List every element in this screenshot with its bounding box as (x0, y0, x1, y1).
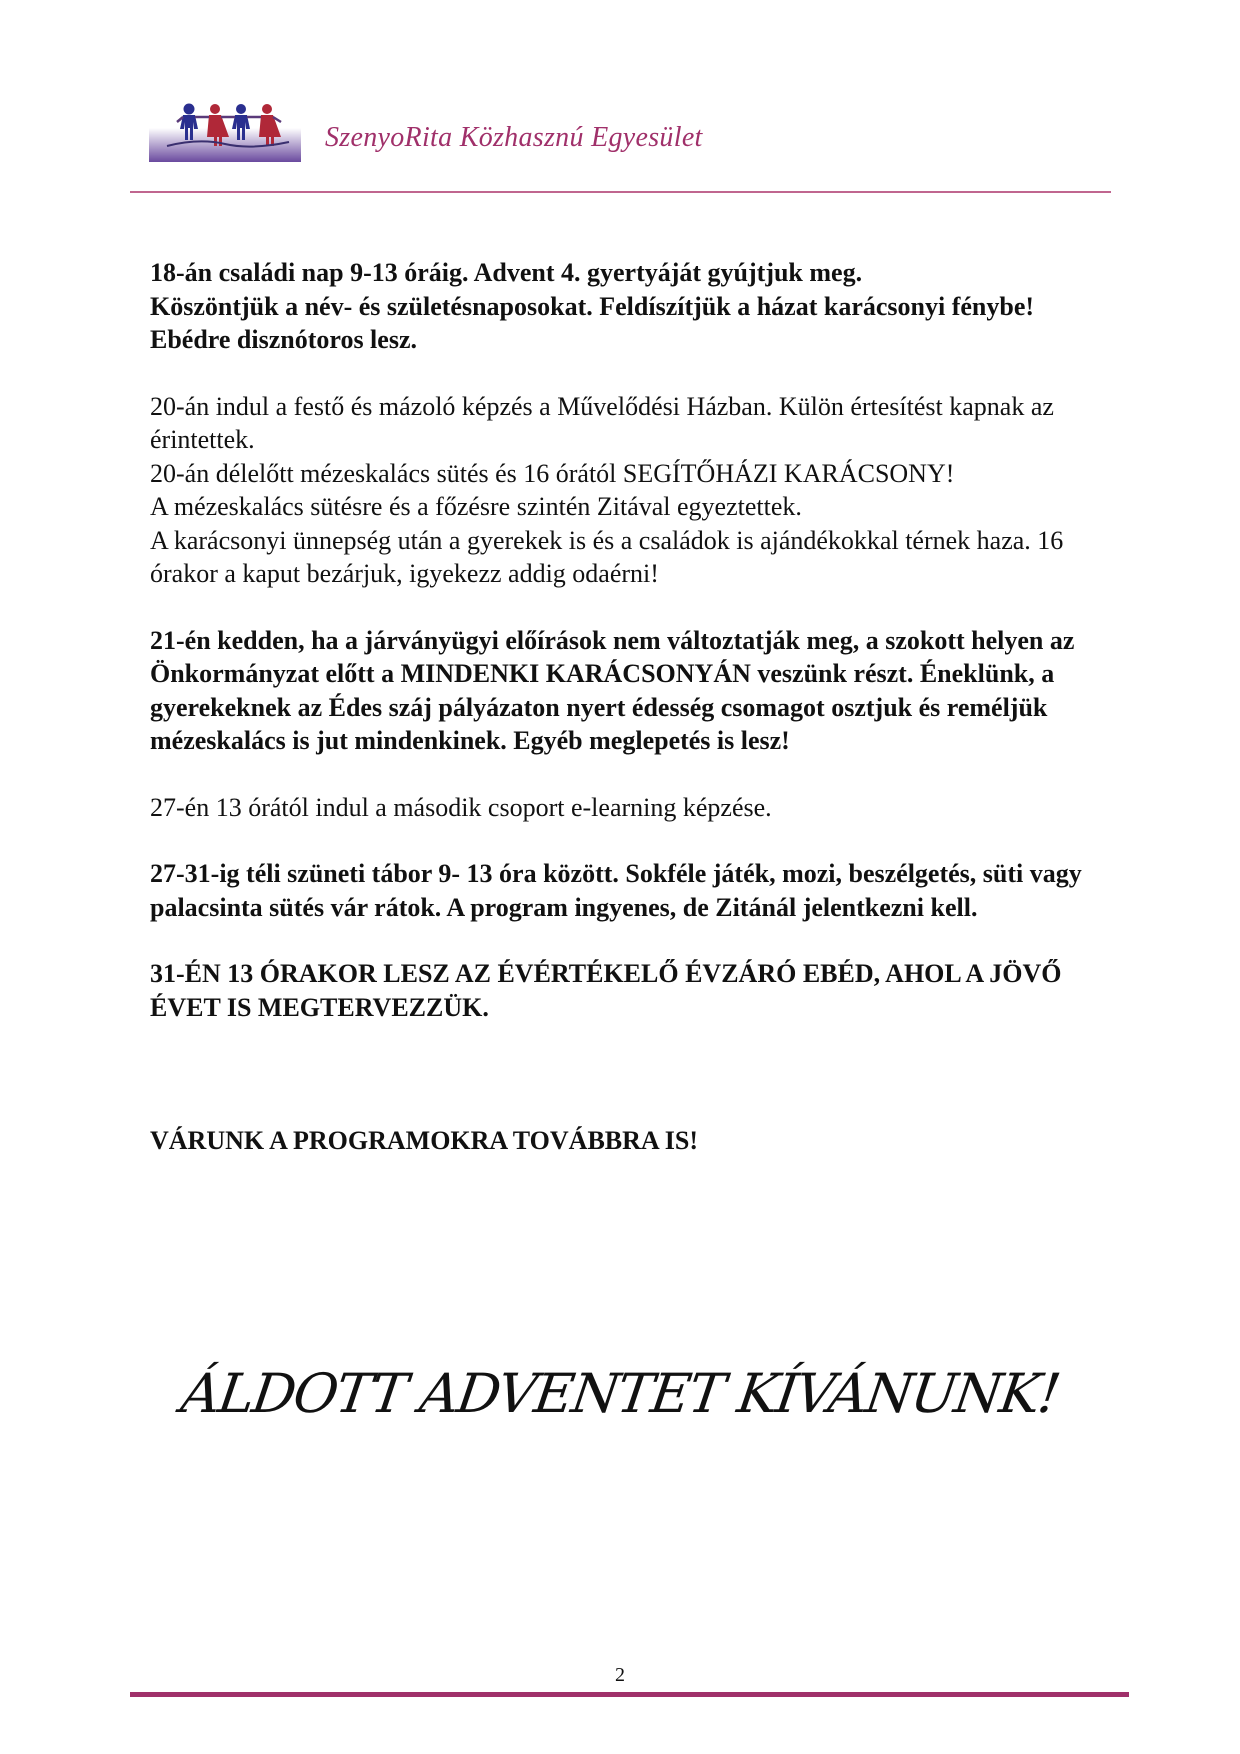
organization-name: SzenyoRita Közhasznú Egyesület (325, 122, 703, 153)
paragraph-family-day: 18-án családi nap 9-13 óráig. Advent 4. gyertyáját gyújtjuk meg. Köszöntjük a név- és születésnaposokat. Feldíszítjük a házat karácsonyi fénybe! Ebédre disznótoros lesz. (150, 258, 1035, 354)
paragraph-invitation: VÁRUNK A PROGRAMOKRA TOVÁBBRA IS! (150, 1126, 698, 1155)
paragraph-year-end-lunch: 31-ÉN 13 ÓRAKOR LESZ AZ ÉVÉRTÉKELŐ ÉVZÁRÓ EBÉD, AHOL A JÖVŐ ÉVET IS MEGTERVEZZÜK. (150, 959, 1062, 1022)
document-body (150, 256, 1110, 1158)
footer-divider (130, 1692, 1129, 1697)
paragraph-winter-camp: 27-31-ig téli szüneti tábor 9- 13 óra között. Sokféle játék, mozi, beszélgetés, süti vagy palacsinta sütés vár rátok. A program ingyenes, de Zitánál jelentkezni kell. (150, 859, 1082, 922)
page-number: 2 (615, 1664, 625, 1686)
paragraph-training-and-christmas: 20-án indul a festő és mázoló képzés a Művelődési Házban. Külön értesítést kapnak az érintettek. 20-án délelőtt mézeskalács sütés és 16 órától SEGÍTŐHÁZI KARÁCSONY! A mézeskalács sütésre és a főzésre szintén Zitával egyeztettek. A karácsonyi ünnepség után a gyerekek is és a családok is ajándékokkal térnek haza. 16 órakor a kaput bezárjuk, igyekezz addig odaérni! (150, 391, 1064, 588)
header-divider (130, 191, 1111, 193)
paragraph-e-learning: 27-én 13 órától indul a második csoport e-learning képzése. (150, 792, 772, 822)
advent-blessing: ÁLDOTT ADVENTET KÍVÁNUNK! (177, 1362, 1063, 1425)
people-chain-logo-icon (149, 100, 301, 162)
paragraph-everyone-christmas: 21-én kedden, ha a járványügyi előírások nem változtatják meg, a szokott helyen az Önkormányzat előtt a MINDENKI KARÁCSONYÁN veszünk részt. Éneklünk, a gyerekeknek az Édes száj pályázaton nyert édesség csomagot osztjuk és reméljük mézeskalács is jut mindenkinek. Egyéb meglepetés is lesz! (150, 625, 1075, 755)
